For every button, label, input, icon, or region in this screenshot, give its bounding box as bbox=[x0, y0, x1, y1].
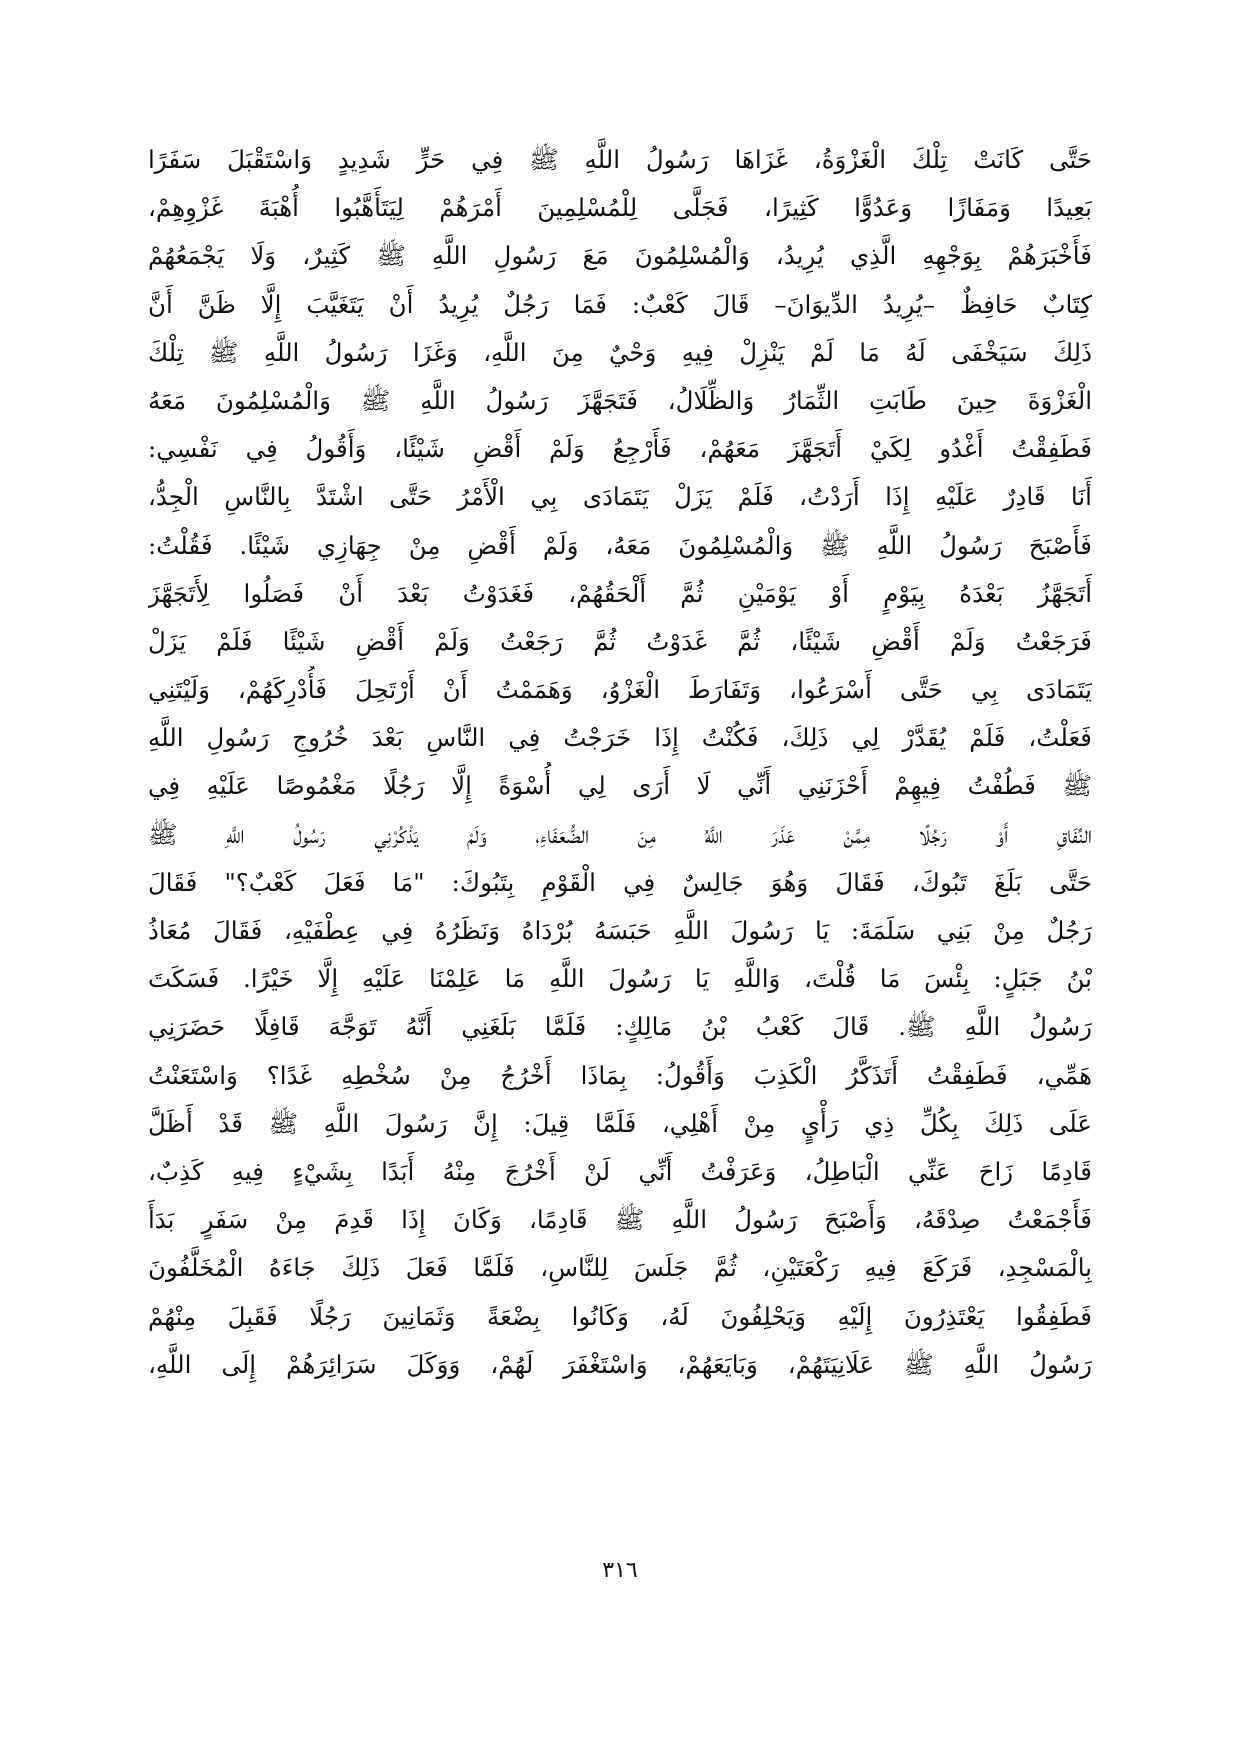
text-line: فَأَجْمَعْتُ صِدْقَهُ، وَأَصْبَحَ رَسُولُ اللَّهِ ﷺ قَادِمًا، وَكَانَ إِذَا قَدِمَ مِنْ سَفَرٍ بَدَأَ bbox=[148, 1205, 1092, 1235]
text-line: رَسُولُ اللَّهِ ﷺ عَلَانِيَتَهُمْ، وَبَايَعَهُمْ، وَاسْتَغْفَرَ لَهُمْ، وَوَكَلَ سَرَائِرَهُمْ إِلَى اللَّهِ، bbox=[148, 1349, 1092, 1379]
text-line: يَتَمَادَى بِي حَتَّى أَسْرَعُوا، وَتَفَارَطَ الْغَزْوُ، وَهَمَمْتُ أَنْ أَرْتَحِلَ فَأُدْرِكَهُمْ، وَلَيْتَنِي bbox=[148, 675, 1092, 705]
text-line: هَمِّي، فَطَفِقْتُ أَتَذَكَّرُ الْكَذِبَ وَأَقُولُ: بِمَاذَا أَخْرُجُ مِنْ سُخْطِهِ غَدًا؟ وَاسْتَعَنْتُ bbox=[148, 1060, 1092, 1090]
text-line: عَلَى ذَلِكَ بِكُلِّ ذِي رَأْيٍ مِنْ أَهْلِي، فَلَمَّا قِيلَ: إِنَّ رَسُولَ اللَّهِ ﷺ قَدْ أَظَلَّ bbox=[148, 1108, 1092, 1138]
body-text bbox=[148, 136, 1092, 1389]
page-number: ٣١٦ bbox=[602, 1558, 638, 1583]
text-line: كِتَابٌ حَافِظٌ –يُرِيدُ الدِّيوَانَ– قَالَ كَعْبٌ: فَمَا رَجُلٌ يُرِيدُ أَنْ يَتَغَيَّبَ إِلَّا ظَنَّ أَنَّ bbox=[148, 289, 1092, 319]
text-line: ذَلِكَ سَيَخْفَى لَهُ مَا لَمْ يَنْزِلْ فِيهِ وَحْيٌ مِنَ اللَّهِ، وَغَزَا رَسُولُ اللَّهِ ﷺ تِلْكَ bbox=[148, 337, 1092, 367]
text-line: بْنُ جَبَلٍ: بِئْسَ مَا قُلْتَ، وَاللَّهِ يَا رَسُولَ اللَّهِ مَا عَلِمْنَا عَلَيْهِ إِلَّا خَيْرًا. فَسَكَتَ bbox=[148, 964, 1092, 994]
text-line: ﷺ فَطُفْتُ فِيهِمْ أَحْزَنَنِي أَنِّي لَا أَرَى لِي أُسْوَةً إِلَّا رَجُلًا مَغْمُوصًا عَلَيْهِ فِي bbox=[148, 771, 1092, 801]
text-line: فَطَفِقُوا يَعْتَذِرُونَ إِلَيْهِ وَيَحْلِفُونَ لَهُ، وَكَانُوا بِضْعَةً وَثَمَانِينَ رَجُلًا فَقَبِلَ مِنْهُمْ bbox=[148, 1301, 1092, 1331]
text-line: أَنَا قَادِرٌ عَلَيْهِ إِذَا أَرَدْتُ، فَلَمْ يَزَلْ يَتَمَادَى بِي الْأَمْرُ حَتَّى اشْتَدَّ بِالنَّاسِ الْجِدُّ، bbox=[148, 482, 1092, 512]
text-line: بَعِيدًا وَمَفَازًا وَعَدُوًّا كَثِيرًا، فَجَلَّى لِلْمُسْلِمِينَ أَمْرَهُمْ لِيَتَأَهَّبُوا أُهْبَةَ غَزْوِهِمْ، bbox=[148, 193, 1092, 223]
text-line: حَتَّى كَانَتْ تِلْكَ الْغَزْوَةُ، غَزَاهَا رَسُولُ اللَّهِ ﷺ فِي حَرٍّ شَدِيدٍ وَاسْتَقْبَلَ سَفَرًا bbox=[148, 145, 1092, 174]
text-line: بِالْمَسْجِدِ، فَرَكَعَ فِيهِ رَكْعَتَيْنِ، ثُمَّ جَلَسَ لِلنَّاسِ، فَلَمَّا فَعَلَ ذَلِكَ جَاءَهُ الْمُخَلَّفُونَ bbox=[148, 1253, 1092, 1283]
text-line: الْغَزْوَةَ حِينَ طَابَتِ الثِّمَارُ وَالظِّلَالُ، فَتَجَهَّزَ رَسُولُ اللَّهِ ﷺ وَالْمُسْلِمُونَ مَعَهُ bbox=[148, 385, 1092, 415]
text-line: النِّفَاقِ أَوْ رَجُلًا مِمَّنْ عَذَرَ اللَّهُ مِنَ الضُّعَفَاءِ، وَلَمْ يَذْكُرْنِي رَسُولُ اللَّهِ ﷺ bbox=[148, 819, 1092, 849]
text-line: رَجُلٌ مِنْ بَنِي سَلَمَةَ: يَا رَسُولَ اللَّهِ حَبَسَهُ بُرْدَاهُ وَنَظَرُهُ فِي عِطْفَيْهِ، فَقَالَ مُعَاذُ bbox=[148, 916, 1092, 945]
text-line: فَعَلْتُ، فَلَمْ يُقَدَّرْ لِي ذَلِكَ، فَكُنْتُ إِذَا خَرَجْتُ فِي النَّاسِ بَعْدَ خُرُوجِ رَسُولِ اللَّهِ bbox=[148, 723, 1092, 753]
text-line: حَتَّى بَلَغَ تَبُوكَ، فَقَالَ وَهُوَ جَالِسٌ فِي الْقَوْمِ بِتَبُوكَ: "مَا فَعَلَ كَعْبٌ؟" فَقَالَ bbox=[148, 867, 1092, 897]
text-line: رَسُولُ اللَّهِ ﷺ. قَالَ كَعْبُ بْنُ مَالِكٍ: فَلَمَّا بَلَغَنِي أَنَّهُ تَوَجَّهَ قَافِلًا حَضَرَنِي bbox=[148, 1012, 1092, 1042]
text-line: فَطَفِقْتُ أَغْدُو لِكَيْ أَتَجَهَّزَ مَعَهُمْ، فَأَرْجِعُ وَلَمْ أَقْضِ شَيْئًا، وَأَقُولُ فِي نَفْسِي: bbox=[148, 434, 1092, 464]
text-line: أَتَجَهَّزُ بَعْدَهُ بِيَوْمٍ أَوْ يَوْمَيْنِ ثُمَّ أَلْحَقُهُمْ، فَغَدَوْتُ بَعْدَ أَنْ فَصَلُوا لِأَتَجَهَّزَ bbox=[148, 578, 1092, 608]
text-line: فَأَخْبَرَهُمْ بِوَجْهِهِ الَّذِي يُرِيدُ، وَالْمُسْلِمُونَ مَعَ رَسُولِ اللَّهِ ﷺ كَثِيرٌ، وَلَا يَجْمَعُهُمْ bbox=[148, 241, 1092, 271]
text-line: فَأَصْبَحَ رَسُولُ اللَّهِ ﷺ وَالْمُسْلِمُونَ مَعَهُ، وَلَمْ أَقْضِ مِنْ جِهَازِي شَيْئًا. فَقُلْتُ: bbox=[148, 530, 1092, 560]
text-line: قَادِمًا زَاحَ عَنِّي الْبَاطِلُ، وَعَرَفْتُ أَنِّي لَنْ أَخْرُجَ مِنْهُ أَبَدًا بِشَيْءٍ فِيهِ كَذِبٌ، bbox=[148, 1156, 1092, 1186]
text-line: فَرَجَعْتُ وَلَمْ أَقْضِ شَيْئًا، ثُمَّ غَدَوْتُ ثُمَّ رَجَعْتُ وَلَمْ أَقْضِ شَيْئًا فَلَمْ يَزَلْ bbox=[148, 626, 1092, 656]
